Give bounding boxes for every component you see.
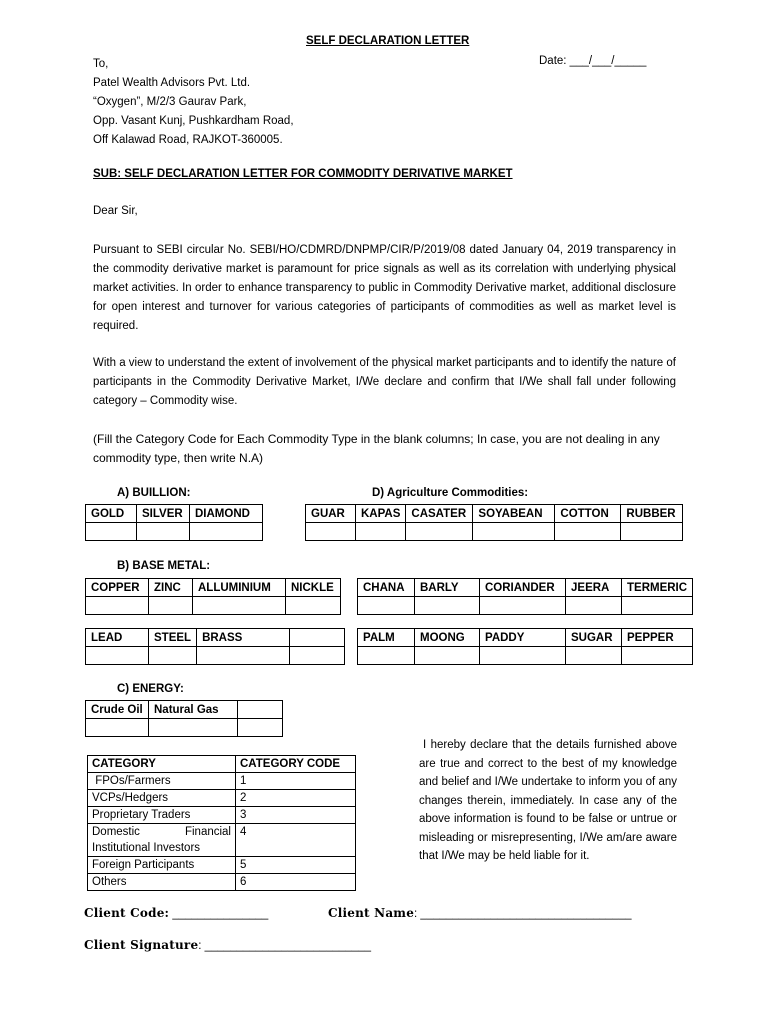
bullion-code-cell[interactable]	[137, 523, 190, 541]
bullion-code-cell[interactable]	[190, 523, 263, 541]
client-code-label: Client Code:	[84, 906, 170, 920]
address-line: “Oxygen”, M/2/3 Gaurav Park,	[93, 96, 247, 108]
agri-col: JEERA	[566, 579, 622, 597]
category-header: CATEGORY	[88, 756, 236, 773]
agri-code-cell[interactable]	[480, 647, 566, 665]
agri-col: SOYABEAN	[473, 505, 555, 523]
category-name: VCPs/Hedgers	[88, 790, 236, 807]
agri-col: CHANA	[358, 579, 415, 597]
energy-code-cell[interactable]	[238, 719, 283, 737]
base-metal-code-cell[interactable]	[86, 597, 149, 615]
base-metal-col: STEEL	[149, 629, 197, 647]
base-metal-code-cell[interactable]	[149, 647, 197, 665]
category-code: 3	[236, 807, 356, 824]
fill-instruction: (Fill the Category Code for Each Commodity Type in the blank columns; In case, you are not dealing in any commodity type, then write N.A)	[93, 432, 660, 465]
bullion-code-cell[interactable]	[86, 523, 137, 541]
energy-heading: C) ENERGY:	[117, 683, 184, 695]
agri-code-cell[interactable]	[358, 647, 415, 665]
agri-code-cell[interactable]	[415, 647, 480, 665]
category-code: 5	[236, 857, 356, 874]
category-code: 2	[236, 790, 356, 807]
base-metal-table-2	[85, 628, 345, 665]
agri-code-cell[interactable]	[622, 647, 693, 665]
base-metal-table-1	[85, 578, 341, 615]
salutation: Dear Sir,	[93, 205, 138, 217]
declaration-text: I hereby declare that the details furnished above are true and correct to the best of my knowledge and belief and I/We undertake to inform you of any changes therein, immediately. In case any of the above information is found to be false or untrue or misleading or misrepresenting, I/We am/are aware that I/We may be held liable for it.	[419, 739, 677, 862]
agri-col: SUGAR	[566, 629, 622, 647]
agriculture-table-2	[357, 578, 693, 615]
client-name-input[interactable]: : _________________________________	[414, 908, 632, 920]
bullion-col: SILVER	[137, 505, 190, 523]
agri-code-cell[interactable]	[555, 523, 621, 541]
category-name: Proprietary Traders	[88, 807, 236, 824]
base-metal-code-cell[interactable]	[286, 597, 341, 615]
agri-col: PADDY	[480, 629, 566, 647]
category-code-header: CATEGORY CODE	[236, 756, 356, 773]
base-metal-col: NICKLE	[286, 579, 341, 597]
agri-col: PALM	[358, 629, 415, 647]
category-name: Domestic Financial Institutional Investors	[88, 824, 236, 857]
agri-code-cell[interactable]	[566, 597, 622, 615]
base-metal-code-cell[interactable]	[197, 647, 290, 665]
agri-code-cell[interactable]	[358, 597, 415, 615]
energy-col	[238, 701, 283, 719]
agri-col: CORIANDER	[480, 579, 566, 597]
agri-col: GUAR	[306, 505, 356, 523]
client-code-row	[84, 906, 268, 920]
address-line: Patel Wealth Advisors Pvt. Ltd.	[93, 77, 251, 89]
base-metal-heading: B) BASE METAL:	[117, 560, 211, 572]
agri-code-cell[interactable]	[406, 523, 473, 541]
agriculture-table-3	[357, 628, 693, 665]
client-name-label: Client Name	[328, 906, 415, 920]
client-signature-input[interactable]: : __________________________	[198, 940, 371, 952]
agriculture-heading: D) Agriculture Commodities:	[372, 487, 529, 499]
base-metal-code-cell[interactable]	[193, 597, 286, 615]
address-line: Off Kalawad Road, RAJKOT-360005.	[93, 134, 283, 146]
address-line: Opp. Vasant Kunj, Pushkardham Road,	[93, 115, 294, 127]
category-name: Others	[88, 874, 236, 891]
bullion-heading: A) BUILLION:	[117, 487, 191, 499]
client-name-row	[328, 906, 631, 920]
base-metal-col: LEAD	[86, 629, 149, 647]
category-code-table	[87, 755, 356, 891]
agri-col: TERMERIC	[622, 579, 693, 597]
agri-col: BARLY	[415, 579, 480, 597]
paragraph-circular: Pursuant to SEBI circular No. SEBI/HO/CDMRD/DNPMP/CIR/P/2019/08 dated January 04, 2019 transparency in the commodity derivative market is paramount for price signals as well as its correlation with underlying physical market activities. In order to enhance transparency to public in Commodity Derivative market, additional disclosure for open interest and turnover for various categories of participants of commodities as well as market level is required.	[93, 244, 676, 332]
recipient-address	[93, 55, 294, 150]
agriculture-table-1	[305, 504, 683, 541]
base-metal-col: ZINC	[149, 579, 193, 597]
base-metal-col: BRASS	[197, 629, 290, 647]
base-metal-col: ALLUMINIUM	[193, 579, 286, 597]
address-line: To,	[93, 58, 109, 70]
category-code: 4	[236, 824, 356, 857]
agri-code-cell[interactable]	[480, 597, 566, 615]
paragraph-declaration-intent: With a view to understand the extent of involvement of the physical market participants and to identify the nature of participants in the Commodity Derivative Market, I/We declare and confirm that I/We shall fall under following category – Commodity wise.	[93, 357, 676, 407]
base-metal-col: COPPER	[86, 579, 149, 597]
client-code-input[interactable]: _______________	[172, 908, 269, 920]
agri-code-cell[interactable]	[306, 523, 356, 541]
subject-line: SUB: SELF DECLARATION LETTER FOR COMMODITY DERIVATIVE MARKET	[93, 168, 513, 180]
bullion-table	[85, 504, 263, 541]
agri-code-cell[interactable]	[415, 597, 480, 615]
page-title: SELF DECLARATION LETTER	[306, 35, 470, 47]
agri-code-cell[interactable]	[621, 523, 683, 541]
category-code: 6	[236, 874, 356, 891]
energy-col: Natural Gas	[149, 701, 238, 719]
base-metal-col	[290, 629, 345, 647]
base-metal-code-cell[interactable]	[86, 647, 149, 665]
energy-col: Crude Oil	[86, 701, 149, 719]
category-name: FPOs/Farmers	[88, 773, 236, 790]
agri-code-cell[interactable]	[566, 647, 622, 665]
client-signature-row	[84, 938, 371, 952]
agri-code-cell[interactable]	[473, 523, 555, 541]
agri-col: COTTON	[555, 505, 621, 523]
bullion-col: GOLD	[86, 505, 137, 523]
energy-code-cell[interactable]	[86, 719, 149, 737]
agri-col: CASATER	[406, 505, 473, 523]
agri-code-cell[interactable]	[622, 597, 693, 615]
bullion-col: DIAMOND	[190, 505, 263, 523]
base-metal-code-cell[interactable]	[149, 597, 193, 615]
category-code: 1	[236, 773, 356, 790]
date-field[interactable]: Date: ___/___/_____	[539, 55, 647, 67]
energy-table	[85, 700, 283, 737]
category-name: Foreign Participants	[88, 857, 236, 874]
agri-col: RUBBER	[621, 505, 683, 523]
agri-code-cell[interactable]	[356, 523, 406, 541]
base-metal-code-cell[interactable]	[290, 647, 345, 665]
agri-col: MOONG	[415, 629, 480, 647]
energy-code-cell[interactable]	[149, 719, 238, 737]
agri-col: KAPAS	[356, 505, 406, 523]
client-signature-label: Client Signature	[84, 938, 199, 952]
agri-col: PEPPER	[622, 629, 693, 647]
